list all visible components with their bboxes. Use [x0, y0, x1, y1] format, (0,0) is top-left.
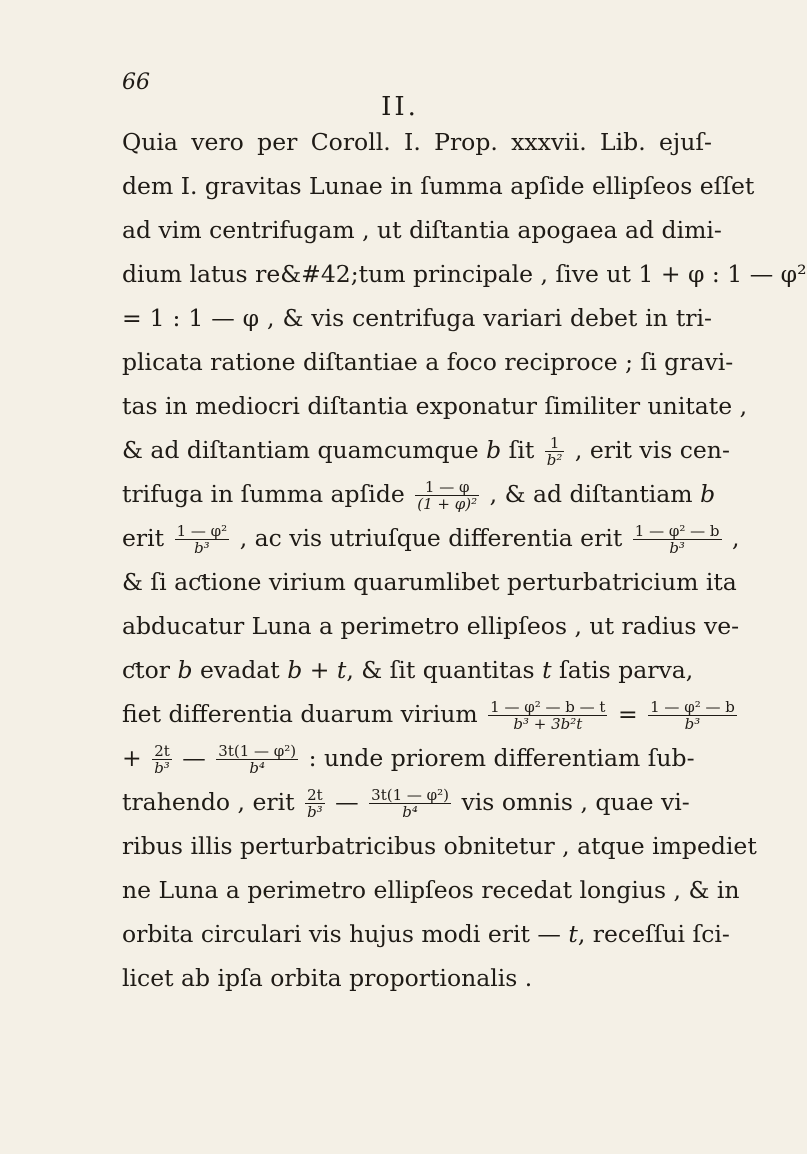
- text-line-8: [122, 428, 730, 472]
- fraction-4: [633, 523, 722, 556]
- variable-b: b: [177, 656, 193, 684]
- text-line-9: [122, 472, 716, 516]
- fraction-denominator: b²: [546, 451, 563, 469]
- fraction-8: [216, 743, 298, 776]
- text-run: , erit vis cen-: [574, 436, 730, 464]
- expression-b-plus-t: b + t: [287, 656, 347, 684]
- fraction-denominator: b³: [669, 539, 685, 557]
- equals-sign: =: [617, 700, 638, 728]
- text-line-5: = 1 : 1 — φ , & vis centrifuga variari debet in tri-: [122, 304, 712, 332]
- plus-sign: +: [122, 744, 142, 772]
- fraction-7: [152, 743, 172, 776]
- text-run: , & ad diſtantiam: [489, 480, 693, 508]
- text-line-17: ribus illis perturbatricibus obnitetur , atque impediet: [122, 832, 757, 860]
- fraction-denominator: b³ + 3b²t: [513, 715, 583, 733]
- fraction-numerator: 1 — φ² — b: [634, 522, 720, 540]
- text-run: ƈtor: [122, 656, 170, 684]
- text-run: erit: [122, 524, 165, 552]
- body-text: [122, 120, 807, 1000]
- fraction-3: [175, 523, 230, 556]
- variable-t: t: [568, 920, 578, 948]
- text-line-20: licet ab ipſa orbita proportionalis .: [122, 964, 533, 992]
- text-run: ,: [732, 524, 740, 552]
- fraction-9: [305, 787, 325, 820]
- text-line-3: ad vim centrifugam , ut diſtantia apogaea ad dimi-: [122, 216, 722, 244]
- fraction-numerator: 3t(1 — φ²): [371, 786, 450, 804]
- fraction-numerator: 1 — φ²: [176, 522, 228, 540]
- fraction-10: [369, 787, 451, 820]
- text-run: fiet differentia duarum virium: [122, 700, 478, 728]
- text-run: , receſſui ſci-: [577, 920, 730, 948]
- text-line-1: Quia vero per Coroll. I. Prop. xxxvii. Lib. ejuſ-: [122, 128, 712, 156]
- text-run: : unde priorem differentiam ſub-: [308, 744, 695, 772]
- fraction-6: [648, 699, 737, 732]
- fraction-5: [488, 699, 607, 732]
- text-line-12: abducatur Luna a perimetro ellipſeos , ut radius ve-: [122, 612, 740, 640]
- fraction-denominator: b³: [684, 715, 701, 733]
- text-run: ſatis parva,: [559, 656, 694, 684]
- fraction-denominator: b³: [307, 803, 323, 821]
- fraction-numerator: 1: [545, 435, 565, 452]
- minus-sign: —: [182, 744, 206, 772]
- variable-b: b: [700, 480, 716, 508]
- text-line-13: [122, 648, 712, 692]
- text-run: ſit: [508, 436, 535, 464]
- fraction-denominator: (1 + φ)²: [417, 495, 478, 513]
- fraction-numerator: 1 — φ² — b: [650, 698, 735, 716]
- text-run: , & ſit quantitas: [346, 656, 535, 684]
- text-run: evadat: [200, 656, 280, 684]
- text-run: , ac vis utriuſque differentia erit: [239, 524, 623, 552]
- text-line-14: [122, 692, 735, 736]
- text-line-16: [122, 780, 712, 824]
- variable-b: b: [486, 436, 502, 464]
- text-run: vis omnis , quae vi-: [461, 788, 690, 816]
- text-line-6: plicata ratione diſtantiae a foco reciproce ; ſi gravi-: [122, 348, 734, 376]
- minus-sign: —: [335, 788, 359, 816]
- text-run: orbita circulari vis hujus modi erit —: [122, 920, 561, 948]
- fraction-numerator: 1 — φ: [415, 479, 479, 496]
- text-line-4: dium latus re&#42;tum principale , ſive ut 1 + φ : 1 — φ²: [122, 260, 807, 288]
- fraction-numerator: 3t(1 — φ²): [218, 742, 297, 760]
- page-number: 66: [122, 70, 150, 95]
- fraction-denominator: b³: [154, 759, 170, 777]
- fraction-numerator: 2t: [152, 743, 172, 760]
- fraction-numerator: 2t: [305, 787, 325, 804]
- text-line-18: ne Luna a perimetro ellipſeos recedat longius , & in: [122, 876, 740, 904]
- text-line-10: [122, 516, 740, 560]
- variable-t: t: [542, 656, 552, 684]
- text-line-2: dem I. gravitas Lunae in ſumma apſide ellipſeos eſſet: [122, 172, 755, 200]
- text-line-7: tas in mediocri diſtantia exponatur ſimiliter unitate ,: [122, 392, 748, 420]
- fraction-denominator: b⁴: [249, 759, 266, 777]
- fraction-2: [415, 479, 479, 512]
- section-number: II.: [381, 92, 419, 122]
- text-run: & ad diſtantiam quamcumque: [122, 436, 479, 464]
- text-line-11: & ſi aƈtione virium quarumlibet perturbatricium ita: [122, 568, 737, 596]
- fraction-denominator: b⁴: [402, 803, 418, 821]
- text-line-19: [122, 912, 730, 956]
- fraction-numerator: 1 — φ² — b — t: [490, 698, 606, 716]
- fraction-1: [545, 435, 565, 468]
- text-run: trahendo , erit: [122, 788, 295, 816]
- text-run: trifuga in ſumma apſide: [122, 480, 405, 508]
- text-line-15: [122, 736, 712, 780]
- fraction-denominator: b³: [194, 539, 210, 557]
